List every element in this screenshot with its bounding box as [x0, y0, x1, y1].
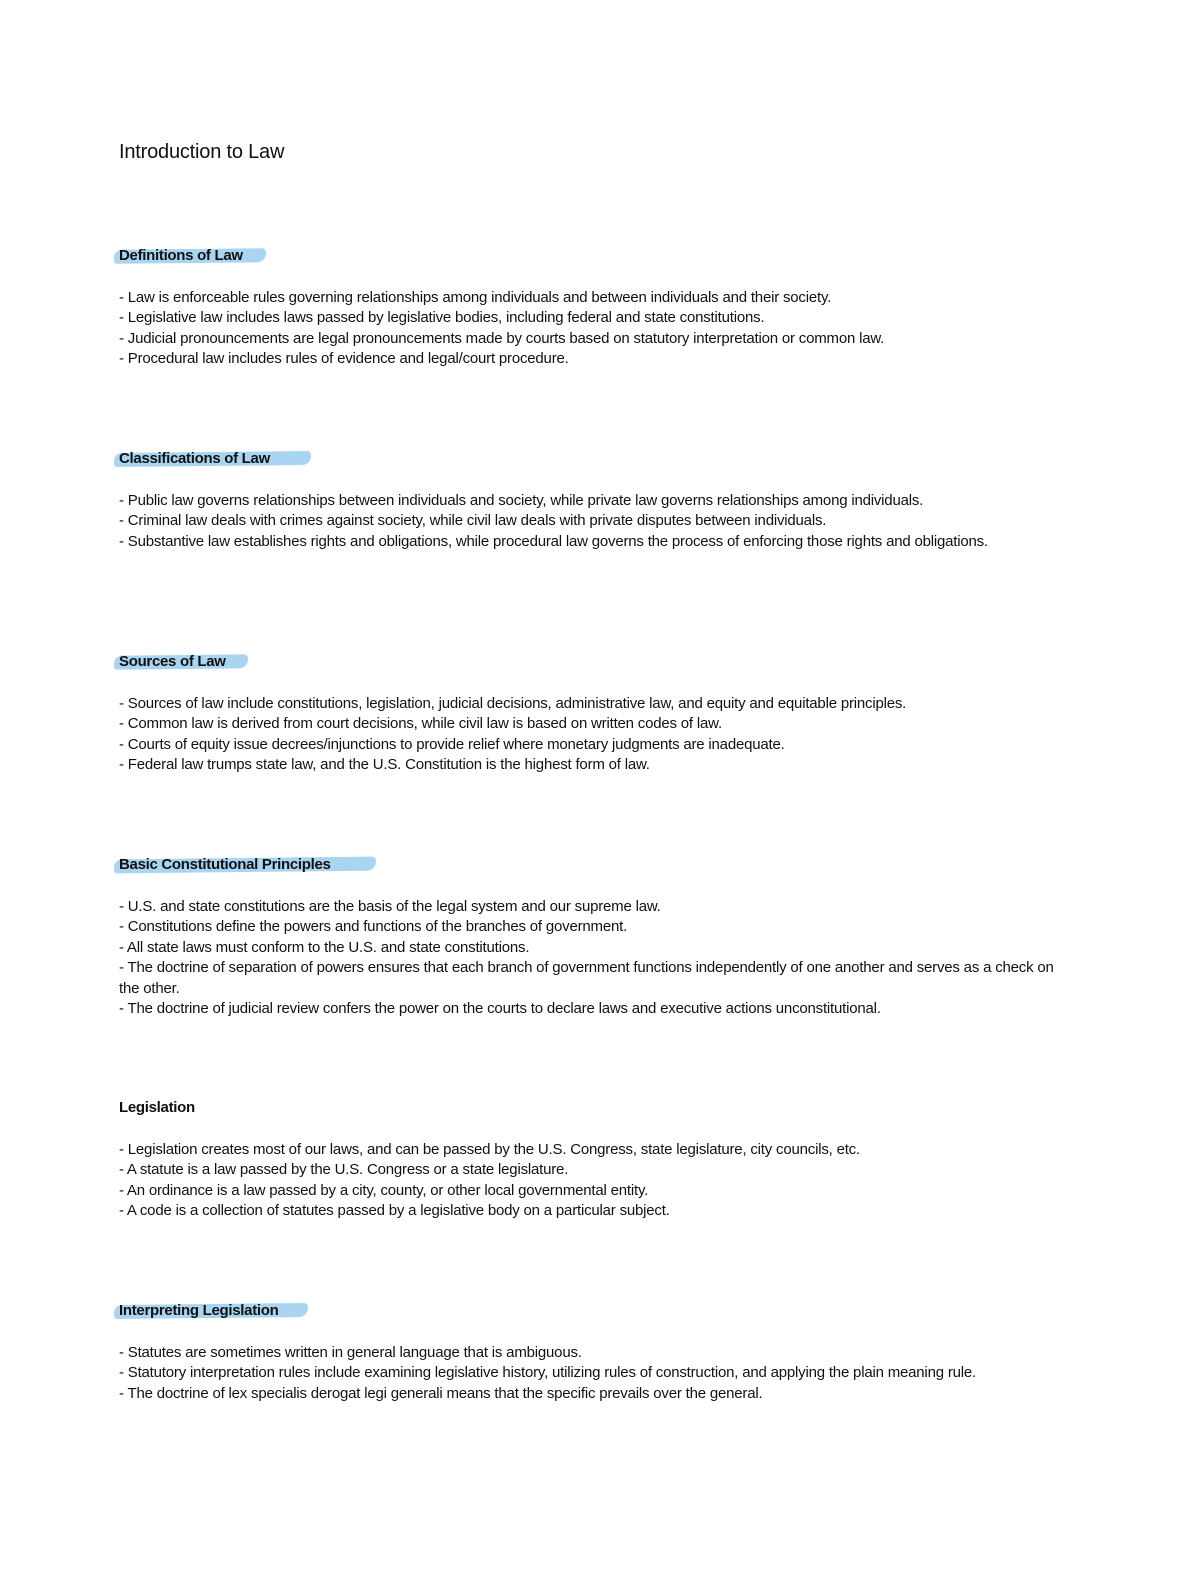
section-heading: Legislation [119, 1099, 195, 1116]
list-item: - The doctrine of judicial review confers the power on the courts to declare laws and executive actions unconstitutional. [119, 1000, 881, 1018]
list-item: - Legislation creates most of our laws, and can be passed by the U.S. Congress, state legislature, city councils, etc. [119, 1141, 860, 1158]
section-heading: Interpreting Legislation [119, 1302, 279, 1319]
list-item: - A statute is a law passed by the U.S. Congress or a state legislature. [119, 1161, 569, 1179]
list-item: - Criminal law deals with crimes against society, while civil law deals with private disputes between individuals. [119, 512, 827, 530]
bullet-list [119, 1343, 1069, 1404]
section-interpreting-legislation [119, 1301, 1069, 1404]
section-legislation [119, 1098, 1069, 1222]
list-item: - Statutory interpretation rules include examining legislative history, utilizing rules of construction, and applying the plain meaning rule. [119, 1364, 976, 1382]
list-item: - Sources of law include constitutions, legislation, judicial decisions, administrative law, and equity and equitable principles. [119, 695, 907, 712]
list-item: - The doctrine of lex specialis derogat legi generali means that the specific prevails over the general. [119, 1384, 763, 1402]
list-item: - Substantive law establishes rights and obligations, while procedural law governs the process of enforcing those rights and obligations. [119, 532, 988, 550]
bullet-list [119, 491, 1069, 552]
section-basic-constitutional-principles [119, 855, 1069, 1019]
bullet-list [119, 1140, 1069, 1222]
list-item: - Constitutions define the powers and functions of the branches of government. [119, 918, 628, 936]
list-item: - Courts of equity issue decrees/injunctions to provide relief where monetary judgments are inadequate. [119, 735, 785, 753]
list-item: - Law is enforceable rules governing relationships among individuals and between individuals and their society. [119, 289, 832, 306]
list-item: - Common law is derived from court decisions, while civil law is based on written codes of law. [119, 715, 722, 733]
document-title: Introduction to Law [119, 141, 285, 163]
list-item: - Federal law trumps state law, and the U.S. Constitution is the highest form of law. [119, 756, 650, 774]
bullet-list [119, 897, 1069, 1019]
section-heading: Basic Constitutional Principles [119, 856, 331, 873]
section-heading: Definitions of Law [119, 247, 243, 264]
list-item: - A code is a collection of statutes passed by a legislative body on a particular subject. [119, 1202, 670, 1220]
list-item: - Procedural law includes rules of evidence and legal/court procedure. [119, 350, 569, 368]
list-item: - Legislative law includes laws passed by legislative bodies, including federal and state constitutions. [119, 309, 765, 327]
section-classifications-of-law [119, 449, 1069, 552]
list-item: - Public law governs relationships between individuals and society, while private law governs relationships among individuals. [119, 492, 924, 509]
list-item: - An ordinance is a law passed by a city, county, or other local governmental entity. [119, 1181, 649, 1199]
section-heading: Sources of Law [119, 653, 226, 670]
section-sources-of-law [119, 652, 1069, 776]
list-item: - All state laws must conform to the U.S. and state constitutions. [119, 938, 530, 956]
bullet-list [119, 694, 1069, 776]
bullet-list [119, 288, 1069, 370]
list-item: - Statutes are sometimes written in general language that is ambiguous. [119, 1344, 582, 1361]
list-item: - U.S. and state constitutions are the basis of the legal system and our supreme law. [119, 898, 661, 915]
section-definitions-of-law [119, 246, 1069, 370]
section-heading: Classifications of Law [119, 450, 270, 467]
list-item: - The doctrine of separation of powers ensures that each branch of government functions independently of one another and serves as a check on the other. [119, 959, 1054, 997]
list-item: - Judicial pronouncements are legal pronouncements made by courts based on statutory interpretation or common law. [119, 329, 885, 347]
